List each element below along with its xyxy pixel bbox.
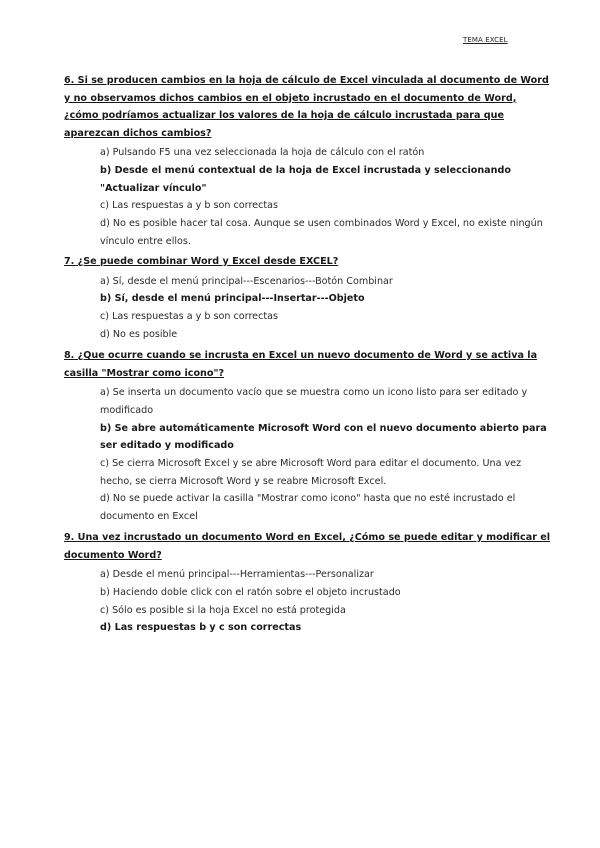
- answer-list: [100, 566, 554, 637]
- answer-a: a) Desde el menú principal---Herramientas---Personalizar: [100, 569, 374, 581]
- answer-b-correct: b) Desde el menú contextual de la hoja de Excel incrustada y seleccionando "Actualizar vínculo": [100, 165, 511, 194]
- answer-a: a) Pulsando F5 una vez seleccionada la hoja de cálculo con el ratón: [100, 147, 425, 159]
- page-header: TEMA EXCEL: [463, 36, 508, 44]
- answer-c: c) Las respuestas a y b son correctas: [100, 200, 278, 212]
- answer-c: c) Sólo es posible si la hoja Excel no está protegida: [100, 604, 346, 616]
- answer-c: c) Se cierra Microsoft Excel y se abre Microsoft Word para editar el documento. Una vez hecho, se cierra Microsoft Word y se reabre Microsoft Excel.: [100, 458, 522, 487]
- question-title: 8. ¿Que ocurre cuando se incrusta en Excel un nuevo documento de Word y se activa la casilla "Mostrar como icono"?: [64, 350, 538, 379]
- question-title: 6. Si se producen cambios en la hoja de cálculo de Excel vinculada al documento de Word y no observamos dichos cambios en el objeto incrustado en el documento de Word, ¿cómo podríamos actualizar los valores de la hoja de cálculo incrustada para que aparezcan dichos cambios?: [64, 75, 549, 139]
- question-7: [64, 253, 554, 343]
- answer-d: d) No es posible: [100, 328, 178, 340]
- answer-d: d) No es posible hacer tal cosa. Aunque se usen combinados Word y Excel, no existe ningún vínculo entre ellos.: [100, 218, 543, 247]
- answer-a: a) Se inserta un documento vacío que se muestra como un icono listo para ser editado y modificado: [100, 387, 528, 416]
- answer-a: a) Sí, desde el menú principal---Escenarios---Botón Combinar: [100, 275, 393, 287]
- answer-list: [100, 144, 554, 250]
- answer-list: [100, 273, 554, 344]
- answer-c: c) Las respuestas a y b son correctas: [100, 311, 278, 322]
- question-6: [64, 72, 554, 251]
- answer-b: b) Haciendo doble click con el ratón sobre el objeto incrustado: [100, 586, 401, 598]
- answer-b-correct: b) Sí, desde el menú principal---Insertar---Objeto: [100, 293, 365, 305]
- question-title: 7. ¿Se puede combinar Word y Excel desde EXCEL?: [64, 256, 339, 267]
- question-9: [64, 529, 554, 637]
- answer-b-correct: b) Se abre automáticamente Microsoft Word con el nuevo documento abierto para ser editado y modificado: [100, 422, 547, 452]
- answer-d: d) No se puede activar la casilla "Mostrar como icono" hasta que no esté incrustado el documento en Excel: [100, 493, 516, 523]
- answer-d-correct: d) Las respuestas b y c son correctas: [100, 622, 302, 634]
- answer-list: [100, 384, 554, 526]
- question-title: 9. Una vez incrustado un documento Word en Excel, ¿Cómo se puede editar y modificar el documento Word?: [64, 532, 551, 561]
- question-8: [64, 347, 554, 526]
